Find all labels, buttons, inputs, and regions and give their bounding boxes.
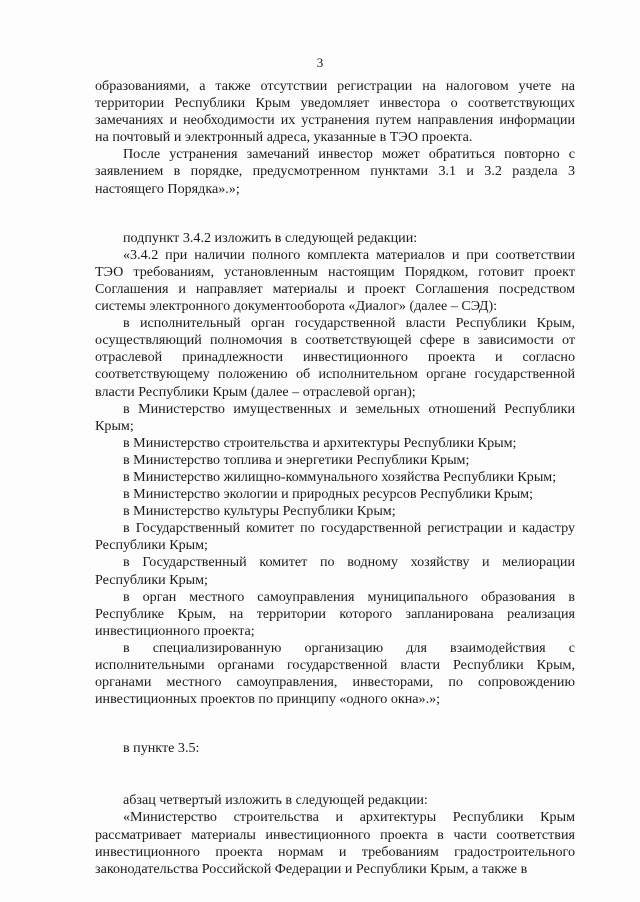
paragraph: абзац четвертый изложить в следующей редакции: bbox=[123, 792, 428, 809]
paragraph: «Министерство строительства и архитектуры Республики Крым рассматривает материалы инвестиционного проекта в части соответствия инвестиционного проекта нормам и требованиям градостроительного законодательства Российской Федерации и Республики Крым, а также в bbox=[95, 809, 575, 877]
page-number: 3 bbox=[316, 55, 324, 70]
paragraph: в Министерство строительства и архитектуры Республики Крым; bbox=[123, 434, 517, 451]
paragraph: После устранения замечаний инвестор может обратиться повторно с заявлением в порядке, предусмотренном пунктами 3.1 и 3.2 раздела 3 настоящего Порядка».»; bbox=[95, 146, 575, 197]
paragraph: в Министерство жилищно-коммунального хозяйства Республики Крым; bbox=[123, 468, 557, 485]
paragraph: в исполнительный орган государственной власти Республики Крым, осуществляющий полномочия в соответствующей сфере в зависимости от отраслевой принадлежности инвестиционного проекта и согласно соответствующему положению об исполнительном органе государственной власти Республики Крым (далее – отраслевой орган); bbox=[95, 315, 575, 400]
paragraph: в Министерство экологии и природных ресурсов Республики Крым; bbox=[123, 486, 534, 503]
paragraph: в Государственный комитет по водному хозяйству и мелиорации Республики Крым; bbox=[95, 554, 575, 588]
paragraph: в пункте 3.5: bbox=[123, 740, 200, 757]
paragraph: «3.4.2 при наличии полного комплекта материалов и при соответствии ТЭО требованиям, установленным настоящим Порядком, готовит проект Соглашения и направляет материалы и проект Соглашения посредством системы электронного документооборота «Диалог» (далее – СЭД): bbox=[95, 246, 575, 315]
paragraph: в специализированную организацию для взаимодействия с исполнительными органами государственной власти Республики Крым, органами местного самоуправления, инвесторами, по сопровождению инвестиционных проектов по принципу «одного окна».»; bbox=[95, 639, 575, 708]
spacer bbox=[95, 757, 575, 792]
document-body bbox=[95, 78, 575, 878]
paragraph: в Государственный комитет по государственной регистрации и кадастру Республики Крым; bbox=[95, 520, 575, 554]
paragraph: в Министерство имущественных и земельных отношений Республики Крым; bbox=[95, 400, 575, 434]
spacer bbox=[95, 708, 575, 740]
paragraph: образованиями, а также отсутствии регистрации на налоговом учете на территории Республики Крым уведомляет инвестора о соответствующих замечаниях и необходимости их устранения путем направления информации на почтовый и электронный адреса, указанные в ТЭО проекта. bbox=[95, 78, 575, 146]
paragraph: в Министерство топлива и энергетики Республики Крым; bbox=[123, 451, 470, 468]
spacer bbox=[95, 198, 575, 230]
paragraph: в орган местного самоуправления муниципального образования в Республике Крым, на территории которого запланирована реализация инвестиционного проекта; bbox=[95, 588, 575, 639]
paragraph: подпункт 3.4.2 изложить в следующей редакции: bbox=[123, 229, 418, 246]
paragraph: в Министерство культуры Республики Крым; bbox=[123, 503, 396, 520]
